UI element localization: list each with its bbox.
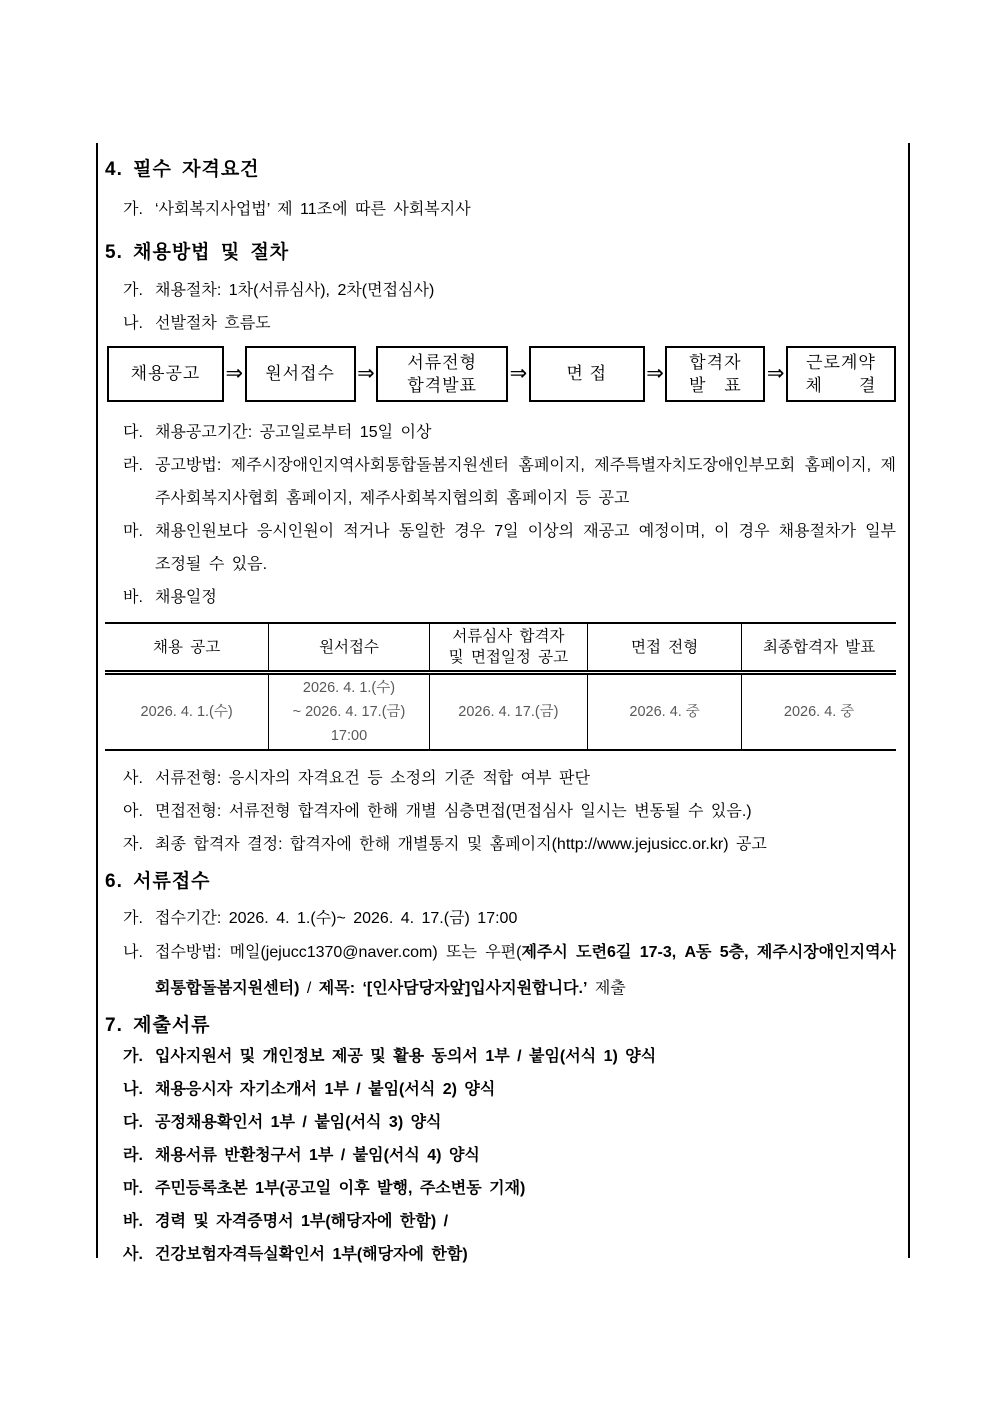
flow-step-label: 원서접수 — [265, 364, 335, 383]
flow-step-application — [245, 346, 356, 402]
item-label: 가. — [123, 910, 143, 927]
item-text: 주민등록초본 1부(공고일 이후 발행, 주소변동 기재) — [155, 1180, 526, 1197]
flow-step-label: 면 접 — [566, 364, 608, 383]
flow-step-document-screening — [376, 346, 508, 402]
section-5-item-ba — [105, 581, 896, 614]
item-label: 다. — [123, 1114, 143, 1131]
item-text: 서류전형: 응시자의 자격요건 등 소정의 기준 적합 여부 판단 — [155, 770, 590, 787]
section-5-item-na — [105, 307, 896, 340]
item-label: 다. — [123, 424, 143, 441]
item-label: 자. — [123, 836, 143, 853]
item-label: 나. — [123, 1081, 143, 1098]
flow-step-pass-announcement — [665, 346, 765, 402]
section-5-item-sa — [105, 762, 896, 795]
item-text: 건강보험자격득실확인서 1부(해당자에 한함) — [155, 1246, 468, 1263]
item-text-segment-bold: 제목: ‘[인사담당자앞]입사지원합니다.’ — [318, 980, 588, 997]
section-7-item-sa — [105, 1238, 896, 1271]
schedule-table-row — [105, 673, 896, 751]
item-text: 채용공고기간: 공고일로부터 15일 이상 — [155, 424, 432, 441]
flow-step-label: 근로계약 — [806, 352, 876, 372]
section-7-item-ma — [105, 1172, 896, 1205]
item-text-segment-bold: 제주시 도련6길 17-3, A동 5층, 제주시장애인지역사회통합돌봄지원센터) — [155, 944, 896, 997]
item-label: 아. — [123, 803, 143, 820]
section-6-item-na — [105, 935, 896, 1007]
flow-arrow-icon: ⇒ — [646, 361, 664, 385]
item-label: 바. — [123, 589, 143, 606]
item-text: 채용서류 반환청구서 1부 / 붙임(서식 4) 양식 — [155, 1147, 480, 1164]
section-5-item-a — [105, 795, 896, 828]
flow-step-label: 합격자 — [689, 352, 742, 372]
item-label: 가. — [123, 282, 143, 299]
section-5-item-ja — [105, 828, 896, 861]
section-7-heading: 7. 제출서류 — [105, 1015, 211, 1036]
item-text: 면접전형: 서류전형 합격자에 한해 개별 심층면접(면접심사 일시는 변동될 수 있음.) — [155, 803, 752, 820]
item-text: ‘사회복지사업법’ 제 11조에 따른 사회복지사 — [155, 201, 471, 218]
table-cell: 2026. 4. 17.(금) — [429, 673, 587, 751]
item-text: 채용일정 — [155, 589, 217, 606]
schedule-table-header-row — [105, 623, 896, 673]
section-5-item-ga — [105, 274, 896, 307]
item-text: 공정채용확인서 1부 / 붙임(서식 3) 양식 — [155, 1114, 442, 1131]
item-label: 사. — [123, 770, 143, 787]
flow-step-job-posting — [107, 346, 224, 402]
item-text: 공고방법: 제주시장애인지역사회통합돌봄지원센터 홈페이지, 제주특별자치도장애인부모회 홈페이지, 제주사회복지사협회 홈페이지, 제주사회복지협의회 홈페이지 등 공고 — [155, 457, 896, 507]
flow-step-interview — [529, 346, 645, 402]
table-header-cell: 채용 공고 — [105, 623, 269, 673]
item-text-segment: 제출 — [587, 980, 626, 997]
section-7-item-ba — [105, 1205, 896, 1238]
item-text: 접수기간: 2026. 4. 1.(수)~ 2026. 4. 17.(금) 17:00 — [155, 910, 518, 927]
section-6-heading: 6. 서류접수 — [105, 871, 211, 892]
item-text-segment: / — [299, 980, 319, 997]
section-7-item-ga — [105, 1040, 896, 1073]
flow-arrow-icon: ⇒ — [357, 361, 375, 385]
table-header-cell: 최종합격자 발표 — [742, 623, 896, 673]
page-content-frame — [96, 143, 910, 1263]
table-header-cell: 면접 전형 — [587, 623, 741, 673]
section-4-heading: 4. 필수 자격요건 — [105, 159, 260, 180]
item-label: 나. — [123, 944, 143, 961]
section-7-item-na — [105, 1073, 896, 1106]
item-label: 마. — [123, 1180, 143, 1197]
flow-arrow-icon: ⇒ — [225, 361, 244, 385]
schedule-table — [105, 622, 896, 751]
item-text: 채용절차: 1차(서류심사), 2차(면접심사) — [155, 282, 435, 299]
item-label: 마. — [123, 523, 143, 540]
item-label: 가. — [123, 201, 143, 218]
section-7-item-ra — [105, 1139, 896, 1172]
section-7-item-da — [105, 1106, 896, 1139]
selection-process-flowchart — [107, 345, 896, 402]
flow-step-contract — [786, 346, 896, 402]
flow-step-label: 서류전형 — [407, 352, 478, 372]
table-cell: 2026. 4. 중 — [587, 673, 741, 751]
table-header-cell: 서류심사 합격자 및 면접일정 공고 — [429, 623, 587, 673]
flow-arrow-icon: ⇒ — [766, 361, 785, 385]
table-cell: 2026. 4. 중 — [742, 673, 896, 751]
item-text: 최종 합격자 결정: 합격자에 한해 개별통지 및 홈페이지(http://www.jejusicc.or.kr) 공고 — [155, 836, 767, 853]
item-text: 선발절차 흐름도 — [155, 315, 271, 332]
flow-step-label: 합격발표 — [407, 375, 478, 395]
item-text — [155, 935, 896, 1007]
flow-step-label: 체 결 — [805, 375, 877, 395]
table-cell: 2026. 4. 1.(수) ~ 2026. 4. 17.(금) 17:00 — [269, 673, 430, 751]
flow-arrow-icon: ⇒ — [509, 361, 528, 385]
flow-step-label: 채용공고 — [130, 364, 201, 383]
item-label: 사. — [123, 1246, 143, 1263]
section-5-item-da — [105, 416, 896, 449]
item-text: 채용응시자 자기소개서 1부 / 붙임(서식 2) 양식 — [155, 1081, 496, 1098]
item-label: 가. — [123, 1048, 143, 1065]
section-6-item-ga — [105, 902, 896, 935]
section-5-item-ra — [105, 449, 896, 515]
section-5-heading: 5. 채용방법 및 절차 — [105, 242, 290, 263]
page-content — [105, 156, 896, 1271]
item-text: 입사지원서 및 개인정보 제공 및 활용 동의서 1부 / 붙임(서식 1) 양식 — [155, 1048, 657, 1065]
item-text-segment: 접수방법: 메일(jejucc1370@naver.com) 또는 우편( — [155, 944, 522, 961]
item-text: 채용인원보다 응시인원이 적거나 동일한 경우 7일 이상의 재공고 예정이며, 이 경우 채용절차가 일부 조정될 수 있음. — [155, 523, 896, 573]
item-text: 경력 및 자격증명서 1부(해당자에 한함) / — [155, 1213, 449, 1230]
section-4-item-ga — [105, 193, 896, 226]
item-label: 라. — [123, 457, 143, 474]
item-label: 나. — [123, 315, 143, 332]
item-label: 바. — [123, 1213, 143, 1230]
item-label: 라. — [123, 1147, 143, 1164]
table-cell: 2026. 4. 1.(수) — [105, 673, 269, 751]
section-7-item-list — [105, 1040, 896, 1271]
flow-step-label: 발 표 — [688, 375, 742, 395]
table-header-cell: 원서접수 — [269, 623, 430, 673]
section-5-item-ma — [105, 515, 896, 581]
